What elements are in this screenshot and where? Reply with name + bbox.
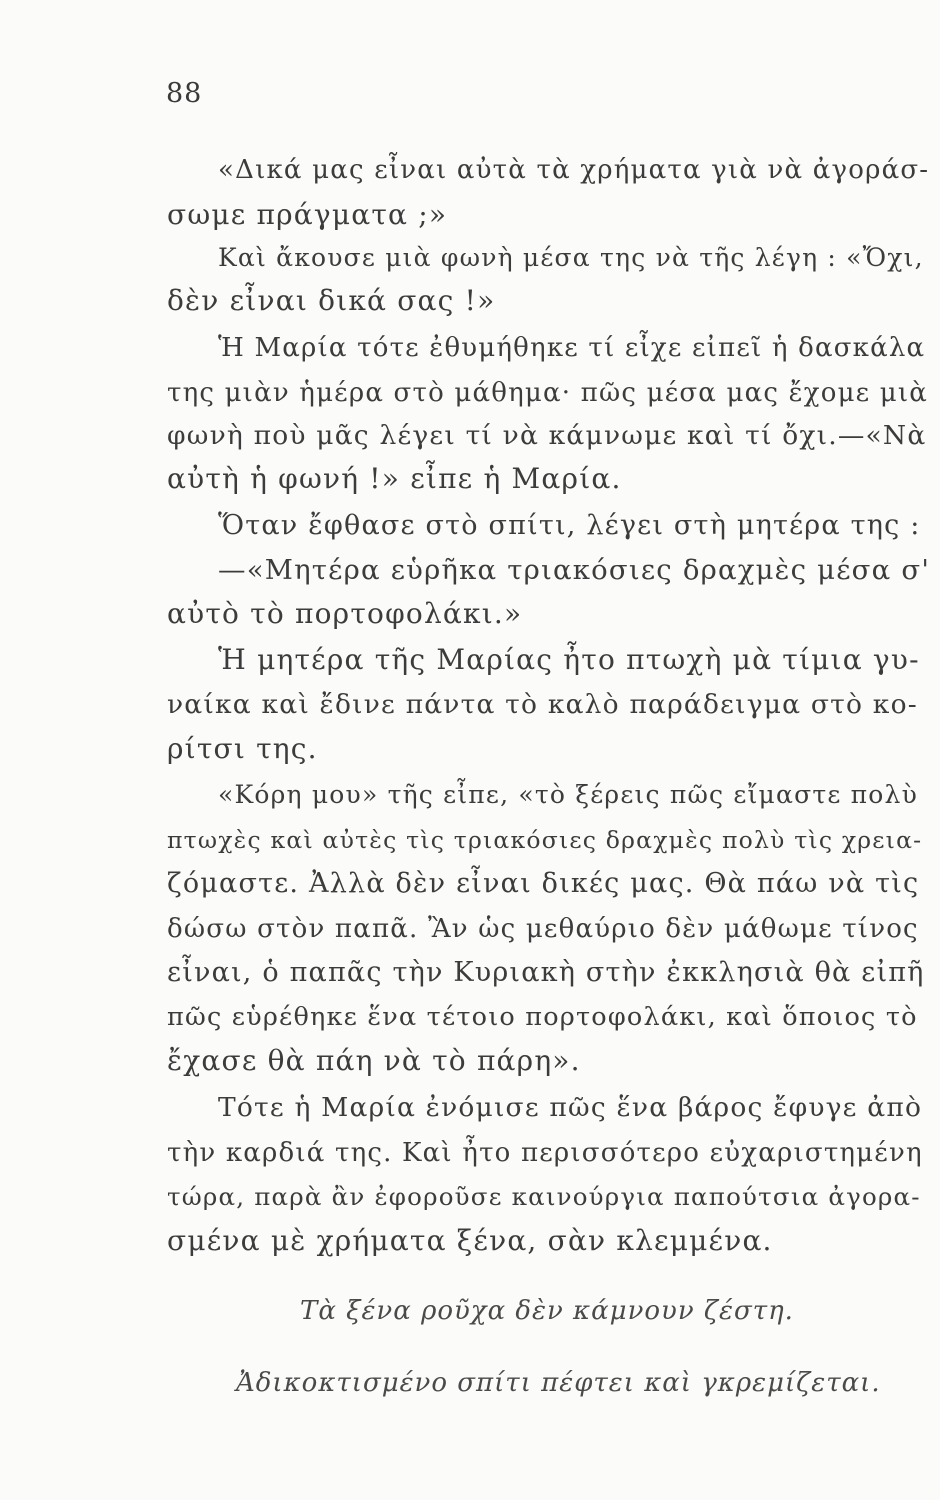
text-line: «Δικά μας εἶναι αὐτὰ τὰ χρήματα γιὰ νὰ ἀγοράσ- bbox=[218, 155, 930, 185]
text-line: «Κόρη μου» τῆς εἶπε, «τὸ ξέρεις πῶς εἴμαστε πολὺ bbox=[218, 780, 918, 809]
text-line: Ἡ Μαρία τότε ἐθυμήθηκε τί εἶχε εἰπεῖ ἡ δασκάλα bbox=[218, 333, 926, 363]
text-line: ἔχασε θὰ πάη νὰ τὸ πάρη». bbox=[167, 1044, 581, 1077]
page-number: 88 bbox=[166, 78, 203, 109]
text-line: δὲν εἶναι δικά σας !» bbox=[167, 284, 496, 317]
text-line: της μιὰν ἡμέρα στὸ μάθημα· πῶς μέσα μας ἔχομε μιὰ bbox=[167, 378, 929, 408]
text-line: ρίτσι της. bbox=[167, 732, 318, 765]
text-line: ζόμαστε. Ἀλλὰ δὲν εἶναι δικές μας. Θὰ πάω νὰ τὶς bbox=[167, 868, 920, 899]
text-line: Καὶ ἄκουσε μιὰ φωνὴ μέσα της νὰ τῆς λέγη : «Ὄχι, bbox=[218, 243, 924, 272]
text-line: σμένα μὲ χρήματα ξένα, σὰν κλεμμένα. bbox=[167, 1224, 773, 1257]
text-line: τὴν καρδιά της. Καὶ ἦτο περισσότερο εὐχαριστημένη bbox=[167, 1138, 923, 1168]
text-line: φωνὴ ποὺ μᾶς λέγει τί νὰ κάμνωμε καὶ τί ὄχι.—«Νὰ bbox=[167, 420, 927, 451]
text-line: Ἡ μητέρα τῆς Μαρίας ἦτο πτωχὴ μὰ τίμια γυ- bbox=[218, 643, 920, 676]
text-line: σωμε πράγματα ;» bbox=[167, 198, 448, 231]
proverb: Τὰ ξένα ροῦχα δὲν κάμνουν ζέστη. bbox=[300, 1296, 794, 1326]
proverb: Ἀδικοκτισμένο σπίτι πέφτει καὶ γκρεμίζεται. bbox=[236, 1368, 881, 1398]
text-line: πῶς εὑρέθηκε ἕνα τέτοιο πορτοφολάκι, καὶ ὅποιος τὸ bbox=[167, 1002, 918, 1032]
text-line: δώσω στὸν παπᾶ. Ἂν ὡς μεθαύριο δὲν μάθωμε τίνος bbox=[167, 914, 919, 944]
text-line: πτωχὲς καὶ αὐτὲς τὶς τριακόσιες δραχμὲς πολὺ τὶς χρεια- bbox=[167, 826, 923, 854]
text-line: αὐτὸ τὸ πορτοφολάκι.» bbox=[167, 597, 523, 630]
text-line: εἶναι, ὁ παπᾶς τὴν Κυριακὴ στὴν ἐκκλησιὰ θὰ εἰπῆ bbox=[167, 957, 925, 988]
text-line: τώρα, παρὰ ἂν ἐφοροῦσε καινούργια παπούτσια ἀγορα- bbox=[167, 1182, 921, 1211]
text-line: Ὅταν ἔφθασε στὸ σπίτι, λέγει στὴ μητέρα της : bbox=[218, 510, 921, 541]
text-line: —«Μητέρα εὑρῆκα τριακόσιες δραχμὲς μέσα σ' bbox=[218, 554, 931, 586]
text-line: Τότε ἡ Μαρία ἐνόμισε πῶς ἕνα βάρος ἔφυγε ἀπὸ bbox=[218, 1092, 923, 1123]
text-line: αὐτὴ ἡ φωνή !» εἶπε ἡ Μαρία. bbox=[167, 462, 622, 495]
text-line: ναίκα καὶ ἔδινε πάντα τὸ καλὸ παράδειγμα στὸ κο- bbox=[167, 689, 918, 720]
